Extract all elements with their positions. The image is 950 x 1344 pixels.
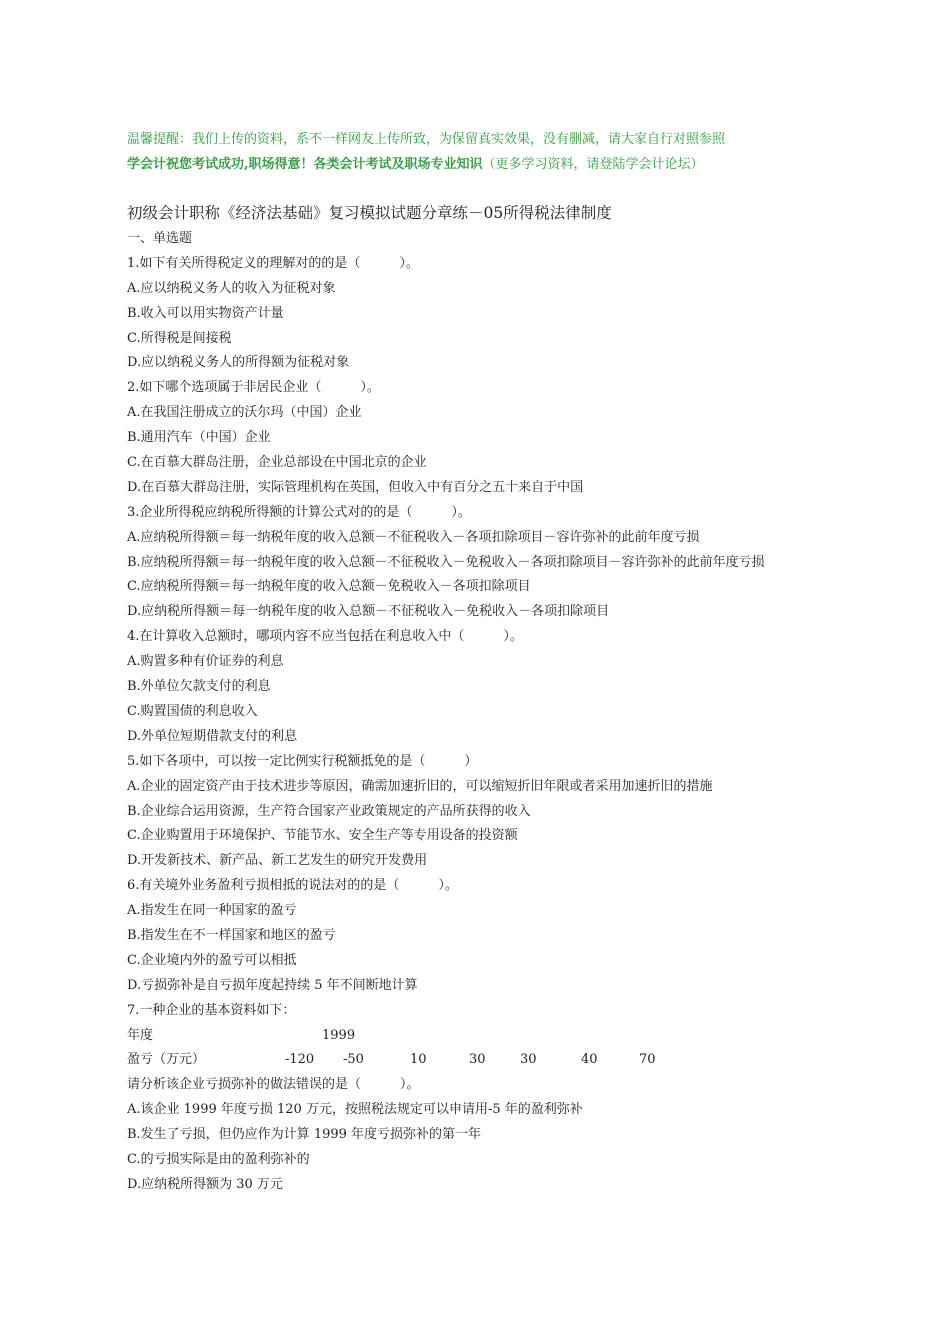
question-4-option-a: A.购置多种有价证券的利息	[127, 654, 284, 670]
section-heading: 一、单选题	[127, 231, 193, 246]
profit-cell: 70	[639, 1052, 656, 1068]
question-1-option-a: A.应以纳税义务人的收入为征税对象	[127, 280, 336, 296]
question-5-stem: 5.如下各项中，可以按一定比例实行税额抵免的是（ ）	[127, 753, 478, 769]
question-2-option-b: B.通用汽车（中国）企业	[127, 430, 271, 446]
question-2-option-a: A.在我国注册成立的沃尔玛（中国）企业	[127, 405, 362, 421]
question-3-option-d: D.应纳税所得额＝每一纳税年度的收入总额－不征税收入－免税收入－各项扣除项目	[127, 604, 610, 620]
question-5-option-d: D.开发新技术、新产品、新工艺发生的研究开发费用	[127, 853, 428, 869]
question-6-stem: 6.有关境外业务盈利亏损相抵的说法对的的是（ ）。	[127, 878, 458, 894]
reminder-notice: 温馨提醒：我们上传的资料，系不一样网友上传所致，为保留真实效果，没有删减，请大家自行对照参照	[127, 132, 726, 147]
question-7-option-d: D.应纳税所得额为 30 万元	[127, 1176, 283, 1192]
profit-cell: 30	[520, 1052, 537, 1068]
question-7-option-b: B.发生了亏损，但仍应作为计算 1999 年度亏损弥补的第一年	[127, 1127, 482, 1143]
question-6-option-d: D.亏损弥补是自亏损年度起持续 5 年不间断地计算	[127, 977, 418, 993]
question-1-option-b: B.收入可以用实物资产计量	[127, 305, 284, 321]
promo-notice	[127, 153, 704, 172]
question-7-question: 请分析该企业亏损弥补的做法错误的是（ ）。	[127, 1077, 420, 1093]
question-2-option-d: D.在百慕大群岛注册，实际管理机构在英国，但收入中有百分之五十来自于中国	[127, 479, 584, 495]
promo-normal-text: （更多学习资料，请登陆学会计论坛）	[482, 157, 704, 172]
question-5-option-c: C.企业购置用于环境保护、节能节水、安全生产等专用设备的投资额	[127, 828, 518, 844]
question-2-stem: 2.如下哪个选项属于非居民企业（ ）。	[127, 380, 380, 396]
question-4-option-d: D.外单位短期借款支付的利息	[127, 728, 298, 744]
year-row	[127, 1024, 827, 1049]
question-4-option-c: C.购置国债的利息收入	[127, 703, 258, 719]
question-6-option-a: A.指发生在同一种国家的盈亏	[127, 903, 297, 919]
question-5-option-b: B.企业综合运用资源，生产符合国家产业政策规定的产品所获得的收入	[127, 803, 531, 819]
question-6-option-b: B.指发生在不一样国家和地区的盈亏	[127, 927, 336, 943]
profit-cell: 40	[581, 1052, 598, 1068]
profit-cell: -50	[343, 1052, 364, 1068]
question-1-stem: 1.如下有关所得税定义的理解对的的是（ ）。	[127, 255, 419, 271]
profit-cell: 30	[469, 1052, 486, 1068]
question-4-option-b: B.外单位欠款支付的利息	[127, 679, 271, 695]
question-4-stem: 4.在计算收入总额时，哪项内容不应当包括在利息收入中（ ）。	[127, 629, 523, 645]
question-2-option-c: C.在百慕大群岛注册，企业总部设在中国北京的企业	[127, 455, 427, 471]
year-value: 1999	[322, 1027, 356, 1043]
question-6-option-c: C.企业境内外的盈亏可以相抵	[127, 952, 297, 968]
profit-row	[127, 1048, 827, 1073]
question-7-option-a: A.该企业 1999 年度亏损 120 万元，按照税法规定可以申请用-5 年的盈利弥补	[127, 1102, 583, 1118]
profit-cell: -120	[285, 1052, 315, 1068]
year-label: 年度	[127, 1027, 154, 1043]
question-1-option-c: C.所得税是间接税	[127, 330, 232, 346]
question-3-option-a: A.应纳税所得额＝每一纳税年度的收入总额－不征税收入－各项扣除项目－容许弥补的此前年度亏损	[127, 529, 700, 545]
promo-bold-text: 学会计祝您考试成功,职场得意！各类会计考试及职场专业知识	[127, 157, 483, 172]
profit-label: 盈亏（万元）	[127, 1052, 206, 1068]
question-7-option-c: C.的亏损实际是由的盈利弥补的	[127, 1151, 310, 1167]
question-7-stem: 7.一种企业的基本资料如下：	[127, 1002, 296, 1018]
question-3-option-c: C.应纳税所得额＝每一纳税年度的收入总额－免税收入－各项扣除项目	[127, 579, 531, 595]
document-title: 初级会计职称《经济法基础》复习模拟试题分章练－05所得税法律制度	[127, 204, 612, 222]
question-5-option-a: A.企业的固定资产由于技术进步等原因，确需加速折旧的，可以缩短折旧年限或者采用加速折旧的措施	[127, 778, 713, 794]
document-body	[127, 227, 827, 1198]
profit-cell: 10	[410, 1052, 427, 1068]
question-1-option-d: D.应以纳税义务人的所得额为征税对象	[127, 355, 350, 371]
question-3-stem: 3.企业所得税应纳税所得额的计算公式对的的是（ ）。	[127, 504, 471, 520]
question-3-option-b: B.应纳税所得额＝每一纳税年度的收入总额－不征税收入－免税收入－各项扣除项目－容许弥补的此前年度亏损	[127, 554, 765, 570]
